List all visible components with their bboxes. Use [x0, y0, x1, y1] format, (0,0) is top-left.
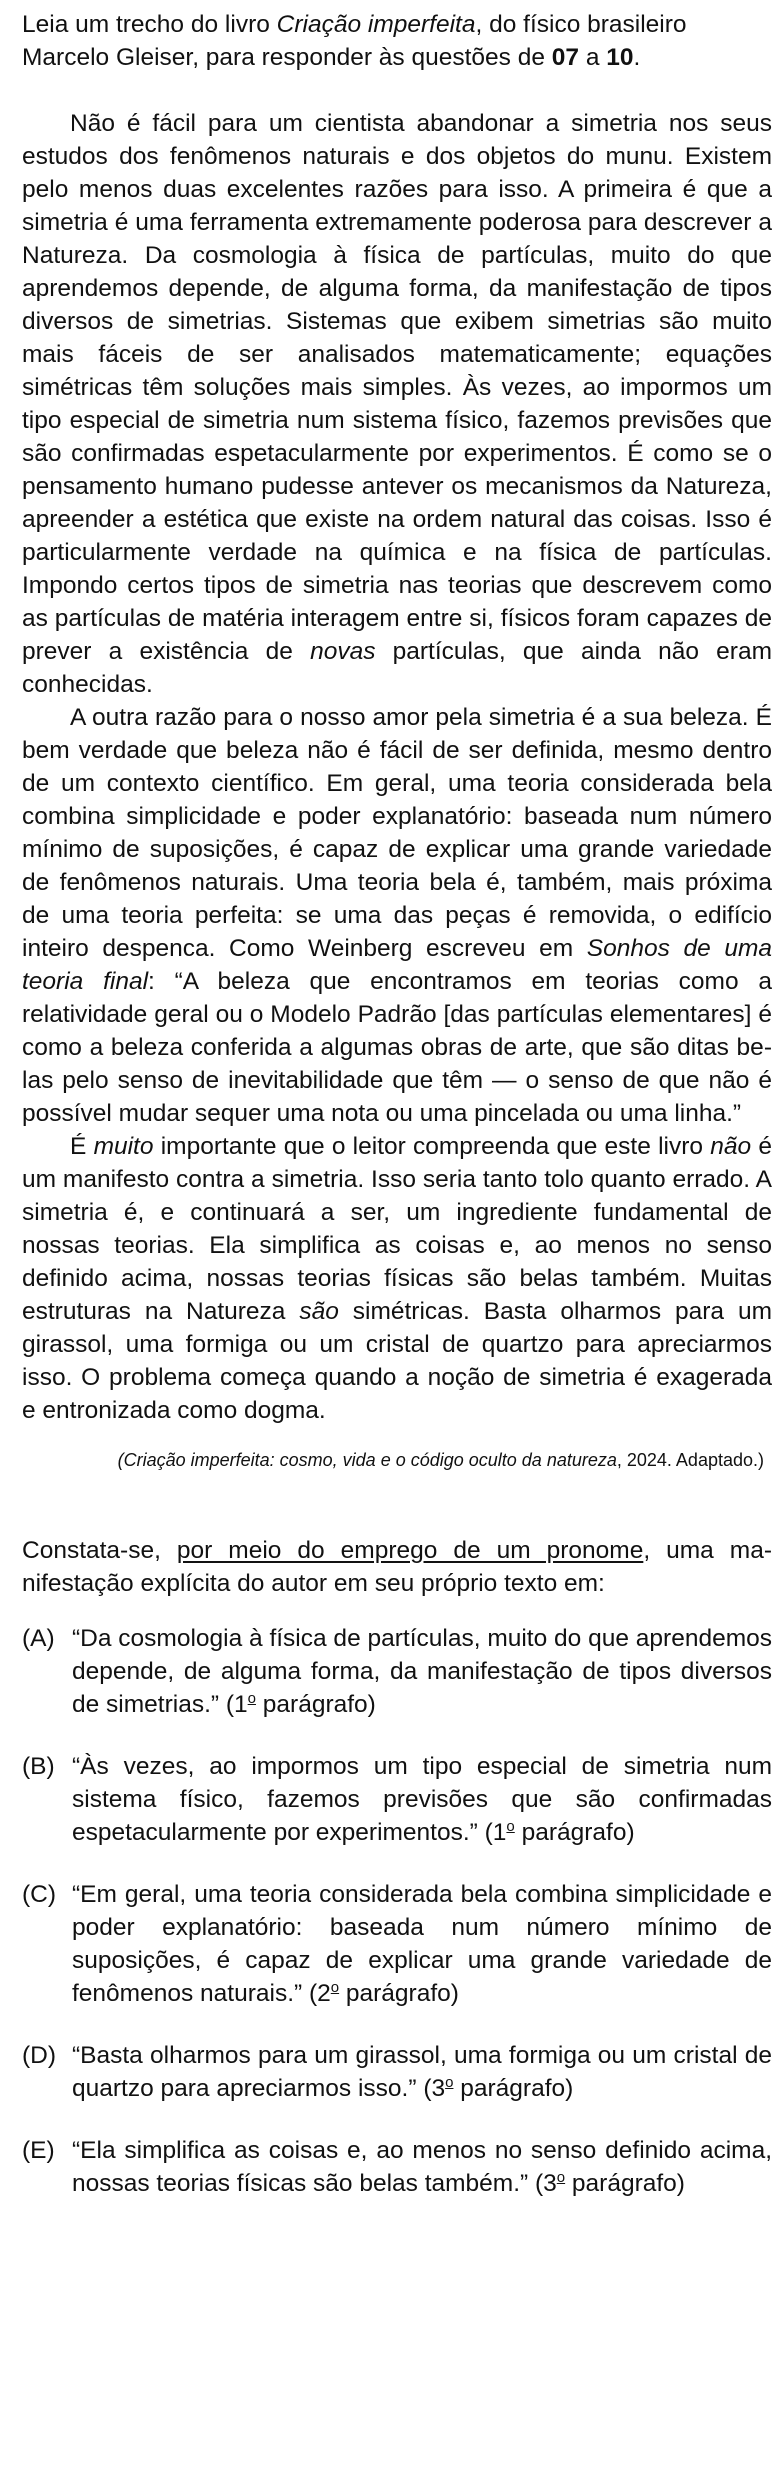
instructions [22, 8, 772, 74]
option-a[interactable] [22, 1622, 772, 1721]
option-letter: (C) [22, 1881, 57, 1908]
answer-options [22, 1622, 772, 2200]
question-stem: Constata-se, por meio do emprego de um pronome, uma manifestação explícita do autor em seu próprio texto em: [22, 1537, 772, 1597]
question-range-end: 10 [606, 44, 634, 71]
option-text: “Às vezes, ao impormos um tipo especial de simetria num sistema físico, fazemos previsões que são confirmadas espetacularmente por experimentos.” (1$^o$ parágrafo) [72, 1753, 772, 1846]
instructions-text: , do físico brasileiro Marcelo Gleiser, para responder às questões de [22, 11, 687, 71]
instructions-text: . [633, 44, 641, 71]
passage-paragraph-1: Não é fácil para um cientista abandonar a simetria nos seus estudos dos fenômenos naturais e dos objetos do munu. Existem pelo menos duas excelentes razões para isso. A primeira é que a simetria é uma ferramenta extremamente poderosa para descrever a Natureza. Da cosmologia à física de partículas, muito do que aprendemos depende, de alguma forma, da manifestação de tipos diversos de simetrias. Sistemas que exibem simetrias são muito mais fáceis de ser analisados matematicamente; equações simétricas têm soluções mais simples. Às vezes, ao impormos um tipo especial de simetria num sistema físico, fazemos previsões que são confirmadas espetacularmente por experimentos. É como se o pensamento humano pudesse antever os mecanismos da Natureza, apreender a estética que existe na ordem natural das coisas. Isso é particularmente verdade na química e na física de partículas. Impondo certos tipos de simetria nas teorias que descrevem como as partículas de matéria interagem entre si, físicos foram capazes de prever a existência de novas partículas, que ainda não eram conhecidas. [22, 110, 772, 698]
option-letter: (A) [22, 1625, 55, 1652]
option-text: “Da cosmologia à física de partículas, muito do que aprendemos depende, de alguma forma, da manifestação de tipos diversos de simetrias.” (1$^o$ parágrafo) [72, 1625, 772, 1718]
passage-paragraph-2: A outra razão para o nosso amor pela simetria é a sua beleza. É bem verdade que beleza não é fácil de ser definida, mesmo dentro de um contexto científico. Em geral, uma teoria considerada bela combina simplicidade e poder explanatório: baseada num número mínimo de suposições, é capaz de explicar uma grande variedade de fenômenos naturais. Uma teoria bela é, também, mais próxima de uma teoria perfeita: se uma das peças é removida, o edifício inteiro despenca. Como Weinberg escreveu em Sonhos de uma teoria final: “A beleza que encontramos em teorias como a relatividade geral ou o Modelo Padrão [das partículas elementares] é como a beleza conferida a algumas obras de arte, que são ditas belas pelo senso de inevitabilidade que têm — o senso de que não é possível mudar sequer uma nota ou uma pincelada ou uma linha.” [22, 704, 773, 1127]
option-letter: (B) [22, 1753, 55, 1780]
option-d[interactable] [22, 2039, 772, 2105]
instructions-text: a [579, 44, 607, 71]
emphasis-word: muito [93, 1133, 154, 1160]
emphasis-word: novas [310, 638, 376, 665]
option-c[interactable] [22, 1878, 772, 2010]
option-letter: (D) [22, 2042, 57, 2069]
option-text: “Ela simplifica as coisas e, ao menos no senso definido acima, nossas teorias físicas são belas também.” (3$^o$ parágrafo) [72, 2137, 772, 2197]
option-text: “Em geral, uma teoria considerada bela combina simplicidade e poder explanatório: baseada num número mínimo de suposições, é capaz de explicar uma grande variedade de fenômenos naturais.” (2$^o$ parágrafo) [72, 1881, 772, 2007]
option-e[interactable] [22, 2134, 772, 2200]
passage-paragraph-3: É muito importante que o leitor compreenda que este livro não é um manifesto contra a simetria. Isso seria tanto tolo quanto errado. A simetria é, e continuará a ser, um ingrediente fundamental de nossas teorias. Ela simplifica as coisas e, ao menos no senso definido acima, nossas teorias físicas são belas também. Muitas estruturas na Natureza são simétricas. Basta olharmos para um girassol, uma formiga ou um cristal de quartzo para apreciarmos isso. O problema começa quando a noção de simetria é exagerada e entronizada como dogma. [22, 1133, 772, 1424]
instructions-text: Leia um trecho do livro [22, 11, 277, 38]
book-title: Criação imperfeita [276, 11, 476, 38]
underlined-phrase: por meio do emprego de um pronome [176, 1537, 644, 1564]
reading-passage [22, 107, 772, 1427]
option-text: “Basta olharmos para um girassol, uma formiga ou um cristal de quartzo para apreciarmos isso.” (3$^o$ parágrafo) [72, 2042, 772, 2102]
option-letter: (E) [22, 2137, 55, 2164]
cited-book-title: Sonhos de uma teoria final [22, 935, 773, 995]
source-title: Criação imperfeita: cosmo, vida e o código oculto da natureza [123, 1450, 617, 1470]
option-b[interactable] [22, 1750, 772, 1849]
emphasis-word: não [710, 1133, 752, 1160]
emphasis-word: são [299, 1298, 339, 1325]
question-range-start: 07 [551, 44, 580, 71]
source-citation: (Criação imperfeita: cosmo, vida e o código oculto da natureza, 2024. Adaptado.) [117, 1450, 764, 1470]
